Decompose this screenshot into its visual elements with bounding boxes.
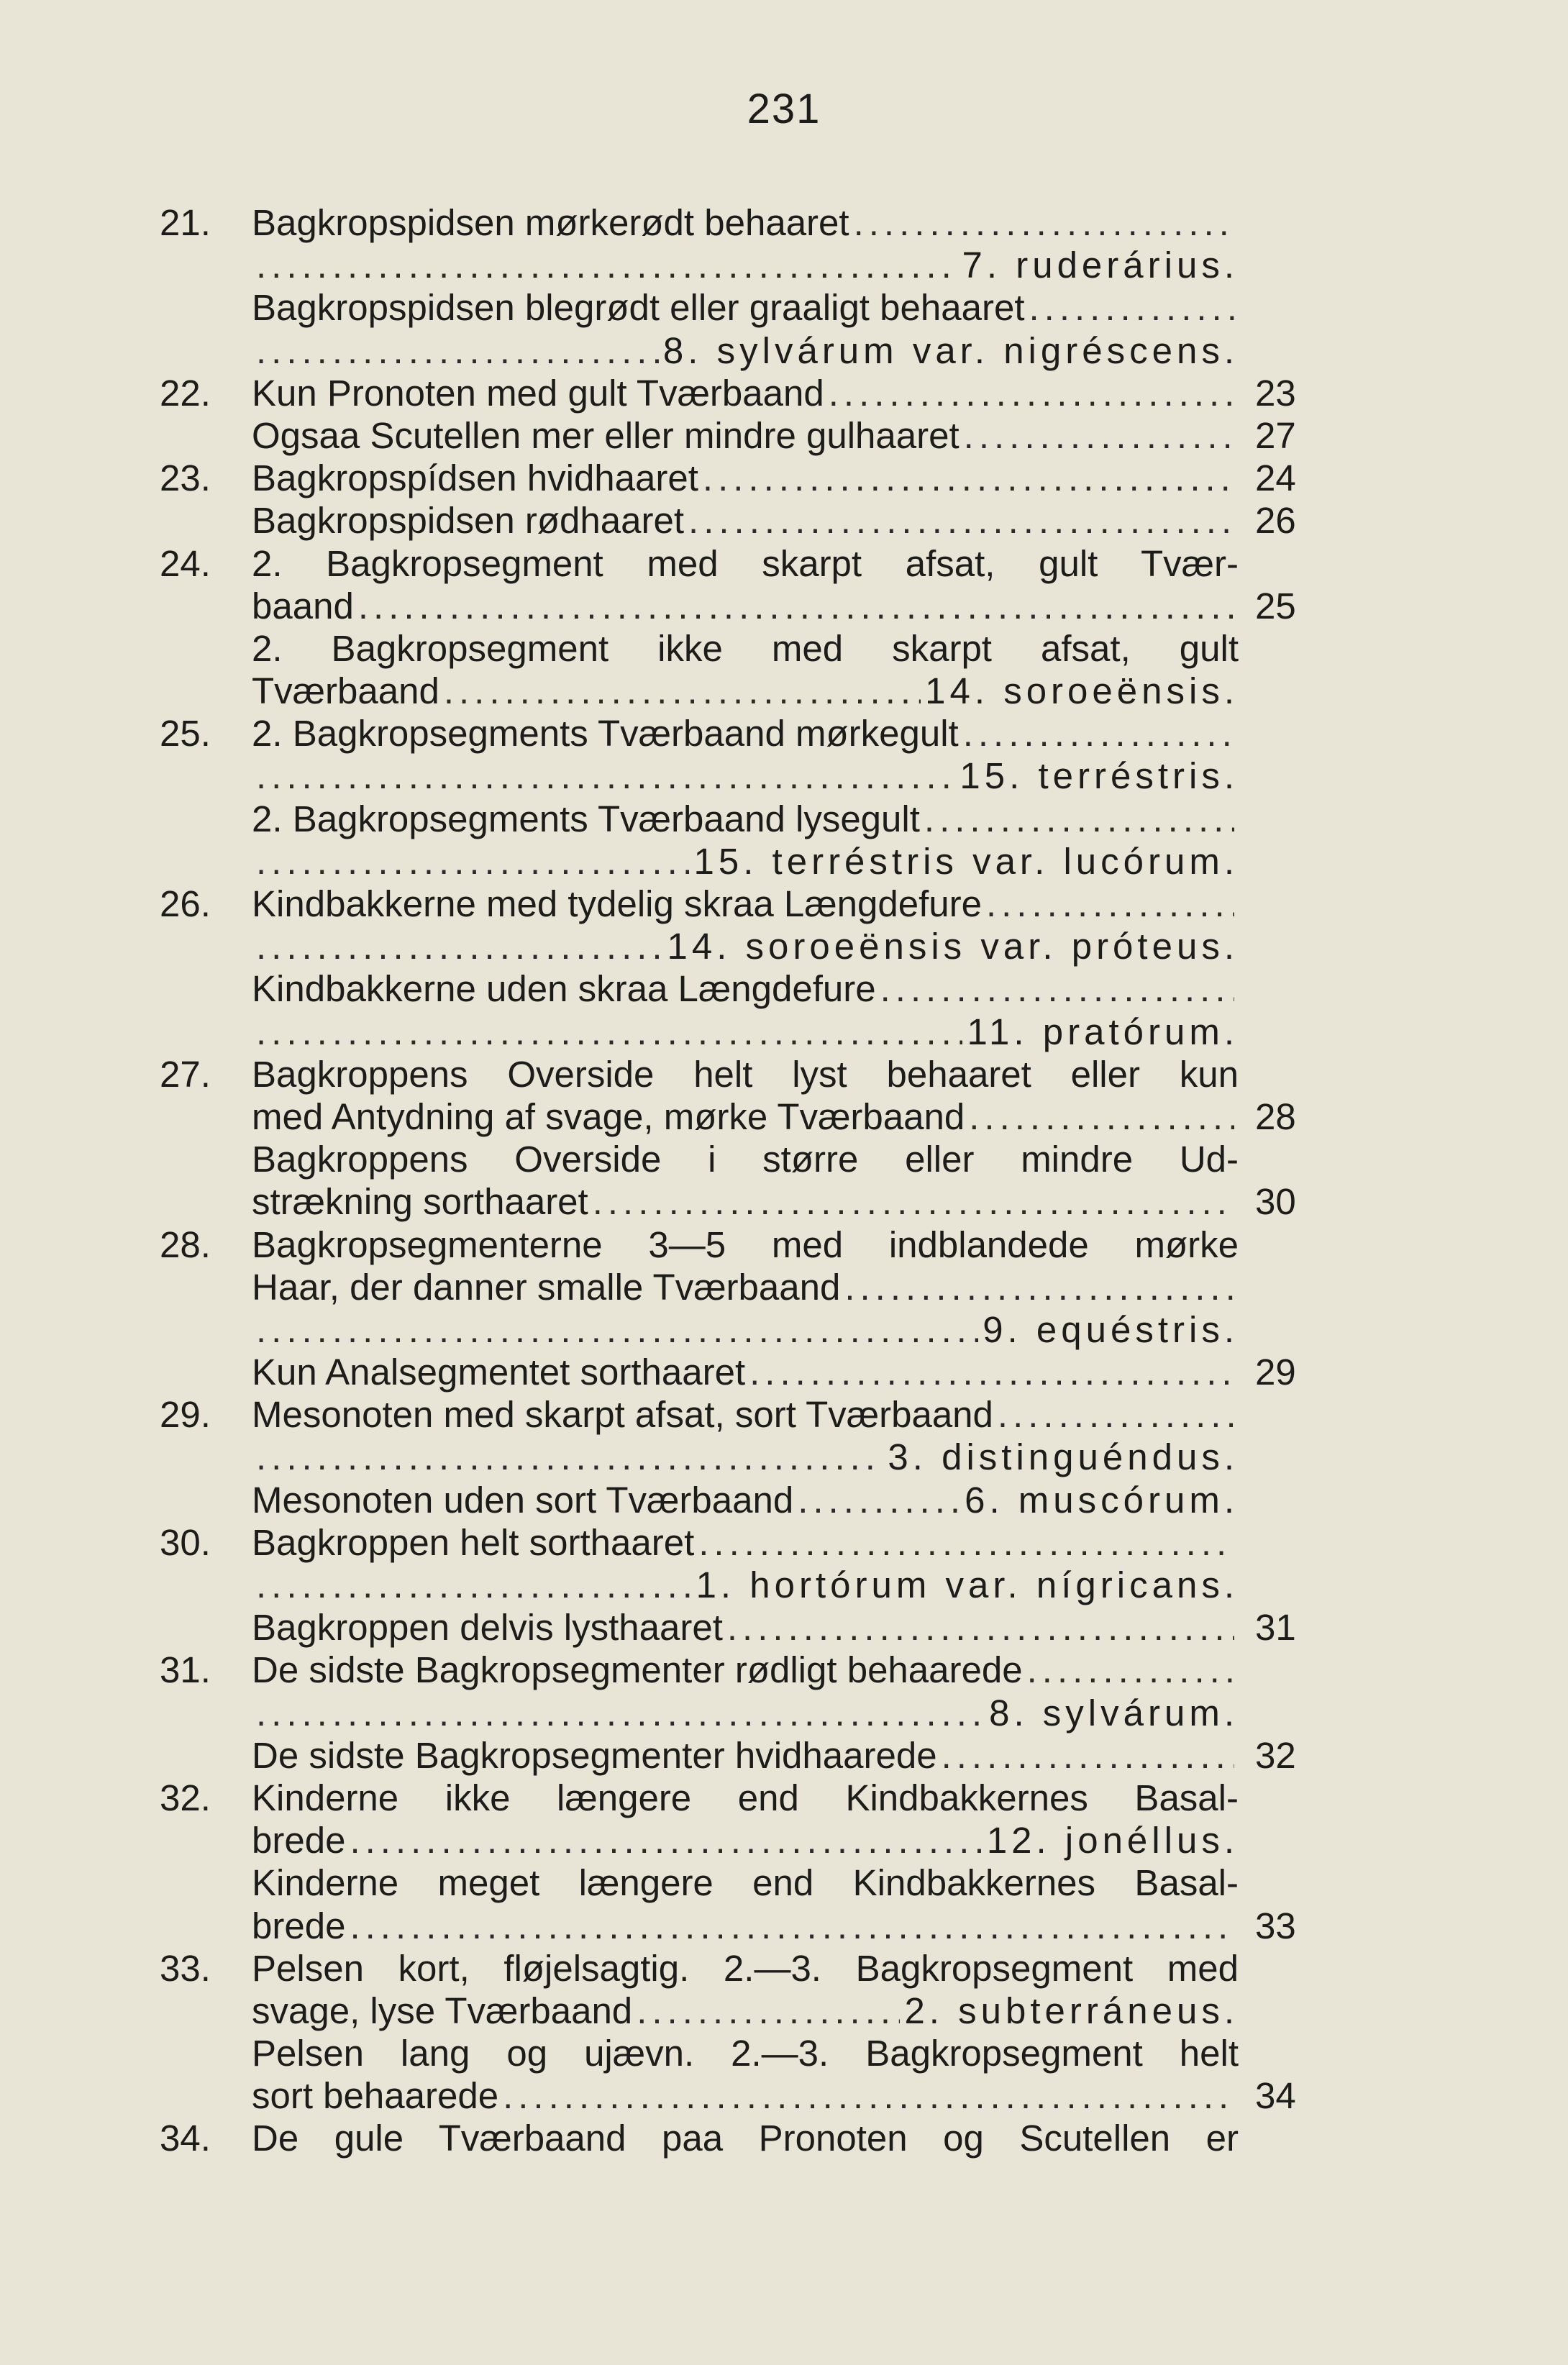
species-reference: 11. pratórum. <box>967 1011 1239 1052</box>
key-line <box>252 1905 1239 1947</box>
couplet-number: 24. <box>160 542 211 584</box>
couplet-number: 31. <box>160 1649 211 1691</box>
key-text: Tværbaand <box>252 670 439 712</box>
key-line <box>252 925 1239 967</box>
key-text: Kun Pronoten med gult Tværbaand <box>252 372 824 414</box>
key-line <box>252 1436 1239 1478</box>
key-line <box>252 967 1239 1010</box>
dot-leader <box>749 1351 1234 1393</box>
goto-couplet: 29 <box>1255 1352 1296 1393</box>
key-row <box>0 755 1568 797</box>
goto-couplet: 24 <box>1255 457 1296 499</box>
key-text: Pelsen lang og ujævn. 2.—3. Bagkropsegment helt <box>252 2033 1239 2074</box>
key-line <box>252 457 1239 499</box>
key-text: Kindbakkerne uden skraa Længdefure <box>252 968 876 1010</box>
key-text: Bagkroppens Overside helt lyst behaaret eller kun <box>252 1053 1239 1095</box>
key-text: De sidste Bagkropsegmenter hvidhaarede <box>252 1734 937 1776</box>
key-row <box>0 2117 1568 2159</box>
key-line <box>252 1564 1239 1606</box>
key-text: brede <box>252 1820 346 1862</box>
key-row <box>0 585 1568 627</box>
species-reference: 3. distinguéndus. <box>888 1436 1239 1478</box>
goto-couplet: 23 <box>1255 372 1296 414</box>
key-row <box>0 1479 1568 1521</box>
key-text: Bagkropspidsen rødhaaret <box>252 500 685 542</box>
key-text: Mesonoten uden sort Tværbaand <box>252 1479 794 1521</box>
key-row <box>0 329 1568 372</box>
key-line <box>252 1308 1239 1351</box>
dot-leader <box>256 1692 985 1734</box>
key-text: Bagkroppen delvis lysthaaret <box>252 1607 723 1649</box>
dot-leader <box>256 244 958 286</box>
key-line <box>252 1692 1239 1734</box>
key-text: Pelsen kort, fløjelsagtig. 2.—3. Bagkropsegment med <box>252 1947 1239 1989</box>
couplet-number: 25. <box>160 713 211 755</box>
dot-leader <box>256 925 662 967</box>
species-reference: 7. ruderárius. <box>962 245 1239 286</box>
key-line <box>252 1606 1239 1649</box>
key-text: Mesonoten med skarpt afsat, sort Tværbaand <box>252 1394 993 1436</box>
key-line <box>252 499 1239 542</box>
key-text: Kinderne ikke længere end Kindbakkernes Basal- <box>252 1777 1239 1818</box>
couplet-number: 29. <box>160 1394 211 1436</box>
key-line <box>252 1393 1239 1436</box>
key-line <box>252 286 1239 329</box>
key-text: 2. Bagkropsegments Tværbaand mørkegult <box>252 713 959 755</box>
key-text: Kinderne meget længere end Kindbakkernes Basal- <box>252 1862 1239 1904</box>
key-row <box>0 1053 1568 1095</box>
dot-leader <box>854 201 1234 244</box>
couplet-number: 26. <box>160 883 211 924</box>
dot-leader <box>256 840 689 883</box>
dot-leader <box>844 1266 1234 1308</box>
key-line <box>252 1521 1239 1564</box>
species-reference: 8. sylvárum. <box>989 1692 1239 1733</box>
dot-leader <box>829 372 1234 414</box>
key-row <box>0 1564 1568 1606</box>
key-text: Kindbakkerne med tydelig skraa Længdefure <box>252 883 982 924</box>
species-reference: 15. terréstris. <box>960 755 1239 797</box>
dot-leader <box>924 798 1234 840</box>
dot-leader <box>688 499 1234 542</box>
key-line <box>252 755 1239 797</box>
goto-couplet: 34 <box>1255 2075 1296 2117</box>
key-line <box>252 1990 1239 2032</box>
key-text: 2. Bagkropsegment ikke med skarpt afsat, gult <box>252 627 1239 669</box>
key-row <box>0 414 1568 457</box>
dot-leader <box>703 457 1234 499</box>
key-text: Kun Analsegmentet sorthaaret <box>252 1352 746 1393</box>
key-line <box>252 2074 1239 2117</box>
key-text: De gule Tværbaand paa Pronoten og Scutellen er <box>252 2118 1239 2159</box>
key-line <box>252 2117 1239 2159</box>
dot-leader <box>698 1521 1234 1564</box>
key-line <box>252 1138 1239 1180</box>
goto-couplet: 26 <box>1255 500 1296 542</box>
key-row <box>0 1393 1568 1436</box>
key-text: Bagkropspidsen blegrødt eller graaligt behaaret <box>252 287 1025 329</box>
key-line <box>252 1223 1239 1266</box>
species-reference: 8. sylvárum var. nigréscens. <box>662 329 1239 371</box>
key-row <box>0 1521 1568 1564</box>
dot-leader <box>1027 1649 1234 1691</box>
key-line <box>252 2032 1239 2074</box>
key-row <box>0 1862 1568 1904</box>
key-row <box>0 1011 1568 1053</box>
dot-leader <box>593 1180 1234 1223</box>
key-row <box>0 1905 1568 1947</box>
key-text: sort behaarede <box>252 2075 499 2117</box>
key-row <box>0 1138 1568 1180</box>
key-row <box>0 925 1568 967</box>
key-line <box>252 1734 1239 1777</box>
dot-leader <box>963 712 1234 755</box>
key-row <box>0 2074 1568 2117</box>
key-line <box>252 1819 1239 1862</box>
couplet-number: 32. <box>160 1777 211 1818</box>
page-number: 231 <box>747 86 821 132</box>
dot-leader <box>256 1011 962 1053</box>
key-line <box>252 1266 1239 1308</box>
species-reference: 12. jonéllus. <box>986 1820 1239 1862</box>
key-line <box>252 798 1239 840</box>
dot-leader <box>256 329 659 372</box>
key-row <box>0 1095 1568 1138</box>
key-row <box>0 883 1568 925</box>
key-text: Haar, der danner smalle Tværbaand <box>252 1266 841 1308</box>
key-line <box>252 1479 1239 1521</box>
key-line <box>252 542 1239 585</box>
key-row <box>0 1692 1568 1734</box>
key-row <box>0 457 1568 499</box>
dot-leader <box>503 2074 1234 2117</box>
key-row <box>0 1308 1568 1351</box>
key-row <box>0 2032 1568 2074</box>
key-row <box>0 1990 1568 2032</box>
key-line <box>252 1095 1239 1138</box>
couplet-number: 34. <box>160 2118 211 2159</box>
dot-leader <box>256 755 955 797</box>
goto-couplet: 33 <box>1255 1905 1296 1946</box>
key-line <box>252 585 1239 627</box>
key-text: Bagkroppen helt sorthaaret <box>252 1521 695 1563</box>
dot-leader <box>444 670 921 712</box>
dot-leader <box>350 1905 1234 1947</box>
key-row <box>0 967 1568 1010</box>
goto-couplet: 31 <box>1255 1607 1296 1649</box>
key-row <box>0 1734 1568 1777</box>
dot-leader <box>350 1819 982 1862</box>
key-row <box>0 670 1568 712</box>
key-text: De sidste Bagkropsegmenter rødligt behaarede <box>252 1649 1023 1691</box>
couplet-number: 28. <box>160 1223 211 1265</box>
key-line <box>252 1011 1239 1053</box>
couplet-number: 30. <box>160 1521 211 1563</box>
key-row <box>0 1351 1568 1393</box>
goto-couplet: 25 <box>1255 585 1296 626</box>
key-row <box>0 1947 1568 1990</box>
couplet-number: 23. <box>160 457 211 499</box>
dot-leader <box>1029 286 1235 329</box>
key-row <box>0 201 1568 244</box>
key-text: 2. Bagkropsegments Tværbaand lysegult <box>252 798 920 839</box>
species-reference: 6. muscórum. <box>965 1479 1239 1521</box>
couplet-number: 27. <box>160 1053 211 1095</box>
dot-leader <box>969 1095 1234 1138</box>
identification-key <box>0 201 1568 2160</box>
couplet-number: 33. <box>160 1947 211 1989</box>
dot-leader <box>727 1606 1234 1649</box>
key-row <box>0 840 1568 883</box>
couplet-number: 21. <box>160 202 211 243</box>
key-text: med Antydning af svage, mørke Tværbaand <box>252 1095 965 1137</box>
dot-leader <box>942 1734 1234 1777</box>
key-row <box>0 1777 1568 1819</box>
key-row <box>0 1436 1568 1478</box>
key-text: svage, lyse Tværbaand <box>252 1990 633 2031</box>
key-text: baand <box>252 585 354 626</box>
key-text: brede <box>252 1905 346 1946</box>
key-text: Ogsaa Scutellen mer eller mindre gulhaaret <box>252 414 960 456</box>
key-row <box>0 499 1568 542</box>
couplet-number: 22. <box>160 372 211 414</box>
key-line <box>252 627 1239 670</box>
key-line <box>252 414 1239 457</box>
key-row <box>0 542 1568 585</box>
key-row <box>0 1606 1568 1649</box>
key-line <box>252 201 1239 244</box>
goto-couplet: 32 <box>1255 1734 1296 1776</box>
key-row <box>0 244 1568 286</box>
species-reference: 14. soroeënsis var. próteus. <box>667 926 1239 967</box>
key-line <box>252 840 1239 883</box>
key-row <box>0 1649 1568 1691</box>
key-row <box>0 286 1568 329</box>
dot-leader <box>998 1393 1234 1436</box>
key-line <box>252 883 1239 925</box>
key-text: Bagkropspidsen mørkerødt behaaret <box>252 202 849 243</box>
key-row <box>0 1223 1568 1266</box>
key-line <box>252 1947 1239 1990</box>
key-text: strækning sorthaaret <box>252 1181 588 1223</box>
species-reference: 9. equéstris. <box>983 1308 1239 1350</box>
goto-couplet: 28 <box>1255 1095 1296 1137</box>
key-row <box>0 1819 1568 1862</box>
key-row <box>0 627 1568 670</box>
key-line <box>252 1777 1239 1819</box>
key-text: Bagkroppens Overside i større eller mindre Ud- <box>252 1139 1239 1180</box>
dot-leader <box>798 1479 960 1521</box>
key-text: Bagkropspídsen hvidhaaret <box>252 457 698 499</box>
key-row <box>0 798 1568 840</box>
dot-leader <box>986 883 1234 925</box>
goto-couplet: 30 <box>1255 1181 1296 1223</box>
key-line <box>252 1862 1239 1904</box>
dot-leader <box>256 1436 883 1478</box>
key-text: Bagkropsegmenterne 3—5 med indblandede mørke <box>252 1223 1239 1265</box>
key-row <box>0 372 1568 414</box>
key-row <box>0 1180 1568 1223</box>
dot-leader <box>880 967 1234 1010</box>
key-line <box>252 1180 1239 1223</box>
species-reference: 2. subterráneus. <box>904 1990 1239 2031</box>
species-reference: 1. hortórum var. nígricans. <box>696 1564 1239 1605</box>
key-row <box>0 1266 1568 1308</box>
dot-leader <box>256 1308 978 1351</box>
key-line <box>252 712 1239 755</box>
key-line <box>252 1351 1239 1393</box>
key-text: 2. Bagkropsegment med skarpt afsat, gult Tvær- <box>252 542 1239 584</box>
key-line <box>252 1649 1239 1691</box>
key-line <box>252 329 1239 372</box>
species-reference: 14. soroeënsis. <box>925 670 1239 712</box>
dot-leader <box>256 1564 692 1606</box>
species-reference: 15. terréstris var. lucórum. <box>693 840 1239 882</box>
dot-leader <box>964 414 1234 457</box>
dot-leader <box>358 585 1234 627</box>
goto-couplet: 27 <box>1255 414 1296 456</box>
key-row <box>0 712 1568 755</box>
dot-leader <box>637 1990 900 2032</box>
key-line <box>252 670 1239 712</box>
key-line <box>252 1053 1239 1095</box>
key-line <box>252 372 1239 414</box>
key-line <box>252 244 1239 286</box>
